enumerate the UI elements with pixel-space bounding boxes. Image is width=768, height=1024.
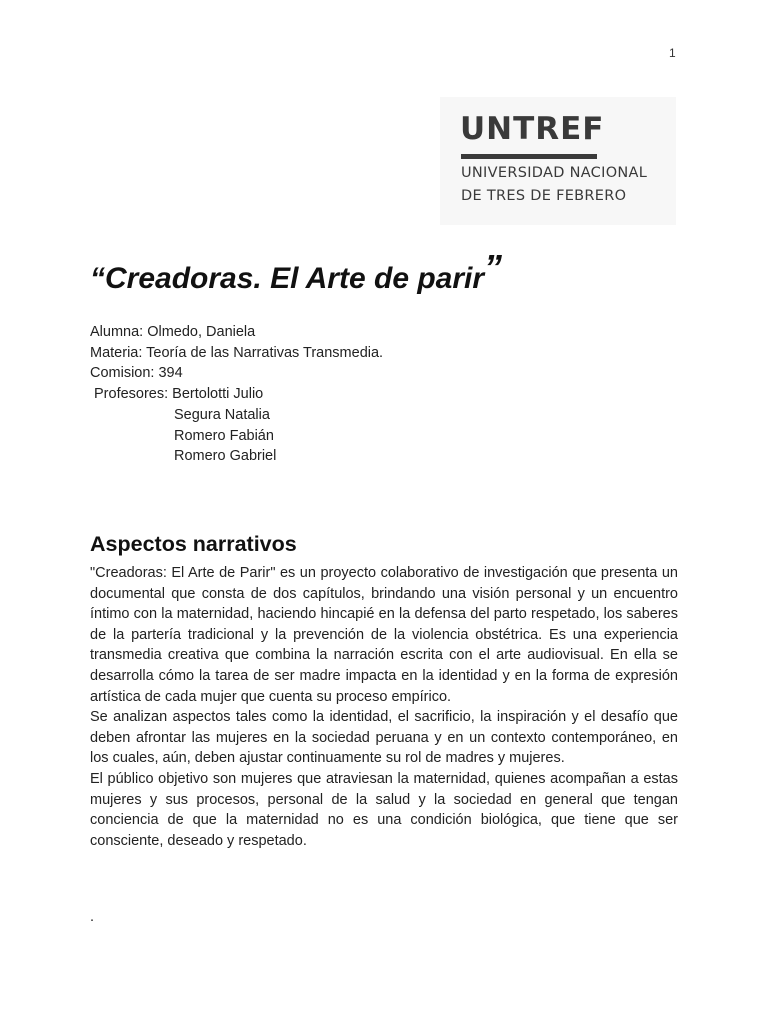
logo-name: UNTREF <box>460 111 605 147</box>
university-logo <box>440 97 676 225</box>
paragraph: "Creadoras: El Arte de Parir" es un proyecto colaborativo de investigación que presenta un documental que consta de dos capítulos, brindando una visión personal y un encuentro íntimo con la maternidad, haciendo hincapié en la defensa del parto respetado, los saberes de la partería tradicional y la prevención de la violencia obstétrica. Es una experiencia transmedia creativa que combina la narración escrita con el arte audiovisual. En ella se desarrolla cómo la tarea de ser madre impacta en la identidad y en la forma de expresión artística de cada mujer que cuenta su proceso empírico. <box>90 565 678 705</box>
logo-line-2: DE TRES DE FEBRERO <box>461 188 627 204</box>
subject-name: Materia: Teoría de las Narrativas Transmedia. <box>90 344 384 361</box>
professors-label: Profesores: Bertolotti Julio <box>94 386 264 403</box>
student-name: Alumna: Olmedo, Daniela <box>90 324 256 340</box>
student-info <box>90 322 383 467</box>
section-heading: Aspectos narrativos <box>90 532 297 556</box>
logo-bar <box>461 154 597 159</box>
title-open-quote: “ <box>90 262 105 295</box>
title-text: Creadoras. El Arte de parir <box>105 262 485 295</box>
trailing-mark: . <box>90 909 95 925</box>
professor-name: Romero Gabriel <box>174 448 277 465</box>
logo-line-1: UNIVERSIDAD NACIONAL <box>461 165 648 181</box>
professor-name: Romero Fabián <box>174 427 274 444</box>
title-close-quote: ” <box>484 247 503 288</box>
section-body <box>90 563 678 851</box>
paragraph: Se analizan aspectos tales como la identidad, el sacrificio, la inspiración y el desafío que deben afrontar las mujeres en la sociedad peruana y en un contexto contemporáneo, en los cuales, aún, deben ajustar continuamente su rol de madres y mujeres. <box>90 709 678 767</box>
document-title <box>90 247 503 297</box>
page-number: 1 <box>669 46 676 60</box>
commission-number: Comision: 394 <box>90 365 183 382</box>
paragraph: El público objetivo son mujeres que atraviesan la maternidad, quienes acompañan a estas mujeres y sus procesos, personal de la salud y la sociedad en general que tengan conciencia de que la maternidad no es una condición biológica, que tiene que ser consciente, deseado y respetado. <box>90 770 678 849</box>
professor-name: Segura Natalia <box>174 406 270 423</box>
